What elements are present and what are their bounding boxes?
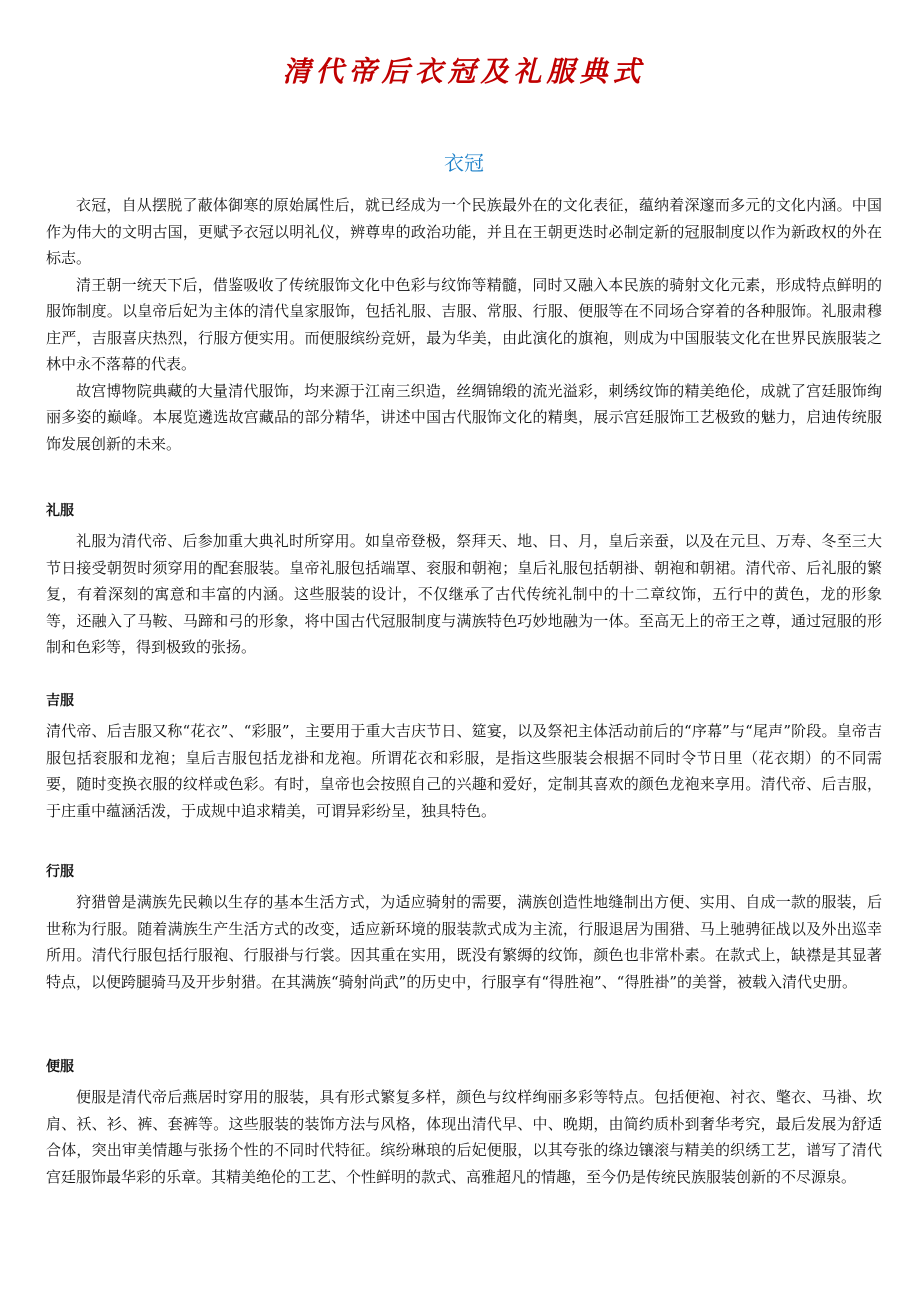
section-xingfu-text: 狩猎曾是满族先民赖以生存的基本生活方式，为适应骑射的需要，满族创造性地缝制出方便、实用、自成一款的服装，后世称为行服。随着满族生产生活方式的改变，适应新环境的服装款式成为主流，行服退居为围猎、马上驰骋征战以及外出巡幸所用。清代行服包括行服袍、行服褂与行裳。因其重在实用，既没有繁缛的纹饰，颜色也非常朴素。在款式上，缺襟是其显著特点，以便跨腿骑马及开步射猎。在其满族“骑射尚武”的历史中，行服享有“得胜袍”、“得胜褂”的美誉，被载入清代史册。 bbox=[46, 893, 882, 991]
section-bianfu-heading: 便服 bbox=[46, 1059, 74, 1075]
section-xingfu bbox=[46, 861, 882, 995]
section-xingfu-heading: 行服 bbox=[46, 864, 74, 880]
section-bianfu bbox=[46, 1056, 882, 1190]
section-jifu-text: 清代帝、后吉服又称“花衣”、“彩服”，主要用于重大吉庆节日、筵宴，以及祭祀主体活动前后的“序幕”与“尾声”阶段。皇帝吉服包括衮服和龙袍；皇后吉服包括龙褂和龙袍。所谓花衣和彩服，是指这些服装会根据不同时令节日里（花衣期）的不同需要，随时变换衣服的纹样或色彩。有时，皇帝也会按照自己的兴趣和爱好，定制其喜欢的颜色龙袍来享用。清代帝、后吉服，于庄重中蕴涵活泼，于成规中追求精美，可谓异彩纷呈，独具特色。 bbox=[46, 722, 882, 820]
intro-block bbox=[46, 192, 882, 457]
section-jifu-heading: 吉服 bbox=[46, 693, 74, 709]
document-title: 清代帝后衣冠及礼服典式 bbox=[282, 55, 646, 88]
section-bianfu-text: 便服是清代帝后燕居时穿用的服装，具有形式繁复多样，颜色与纹样绚丽多彩等特点。包括便袍、衬衣、氅衣、马褂、坎肩、袄、衫、裤、套裤等。这些服装的装饰方法与风格，体现出清代早、中、晚期，由简约质朴到奢华考究，最后发展为舒适合体，突出审美情趣与张扬个性的不同时代特征。缤纷琳琅的后妃便服，以其夸张的绦边镶滚与精美的织绣工艺，谱写了清代宫廷服饰最华彩的乐章。其精美绝伦的工艺、个性鲜明的款式、高雅超凡的情趣，至今仍是传统民族服装创新的不尽源泉。 bbox=[46, 1088, 882, 1186]
section-lifu bbox=[46, 500, 882, 661]
section-heading-yiguan: 衣冠 bbox=[444, 151, 484, 175]
section-jifu bbox=[46, 690, 882, 824]
intro-paragraph-1: 衣冠，自从摆脱了蔽体御寒的原始属性后，就已经成为一个民族最外在的文化表征，蕴纳着深邃而多元的文化内涵。中国作为伟大的文明古国，更赋予衣冠以明礼仪，辨尊卑的政治功能，并且在王朝更迭时必制定新的冠服制度以作为新政权的外在标志。 bbox=[46, 196, 882, 267]
intro-paragraph-3: 故宫博物院典藏的大量清代服饰，均来源于江南三织造，丝绸锦缎的流光溢彩，刺绣纹饰的精美绝伦，成就了宫廷服饰绚丽多姿的巅峰。本展览遴选故宫藏品的部分精华，讲述中国古代服饰文化的精奥，展示宫廷服饰工艺极致的魅力，启迪传统服饰发展创新的未来。 bbox=[46, 381, 882, 453]
section-lifu-text: 礼服为清代帝、后参加重大典礼时所穿用。如皇帝登极，祭拜天、地、日、月，皇后亲蚕，以及在元旦、万寿、冬至三大节日接受朝贺时须穿用的配套服装。皇帝礼服包括端罩、衮服和朝袍；皇后礼服包括朝褂、朝袍和朝裙。清代帝、后礼服的繁复，有着深刻的寓意和丰富的内涵。这些服装的设计，不仅继承了古代传统礼制中的十二章纹饰，五行中的黄色，龙的形象等，还融入了马鞍、马蹄和弓的形象，将中国古代冠服制度与满族特色巧妙地融为一体。至高无上的帝王之尊，通过冠服的形制和色彩等，得到极致的张扬。 bbox=[46, 532, 882, 656]
section-lifu-heading: 礼服 bbox=[46, 503, 74, 519]
intro-paragraph-2: 清王朝一统天下后，借鉴吸收了传统服饰文化中色彩与纹饰等精髓，同时又融入本民族的骑射文化元素，形成特点鲜明的服饰制度。以皇帝后妃为主体的清代皇家服饰，包括礼服、吉服、常服、行服、便服等在不同场合穿着的各种服饰。礼服肃穆庄严，吉服喜庆热烈，行服方便实用。而便服缤纷竞妍，最为华美，由此演化的旗袍，则成为中国服装文化在世界民族服装之林中永不落幕的代表。 bbox=[46, 275, 882, 373]
